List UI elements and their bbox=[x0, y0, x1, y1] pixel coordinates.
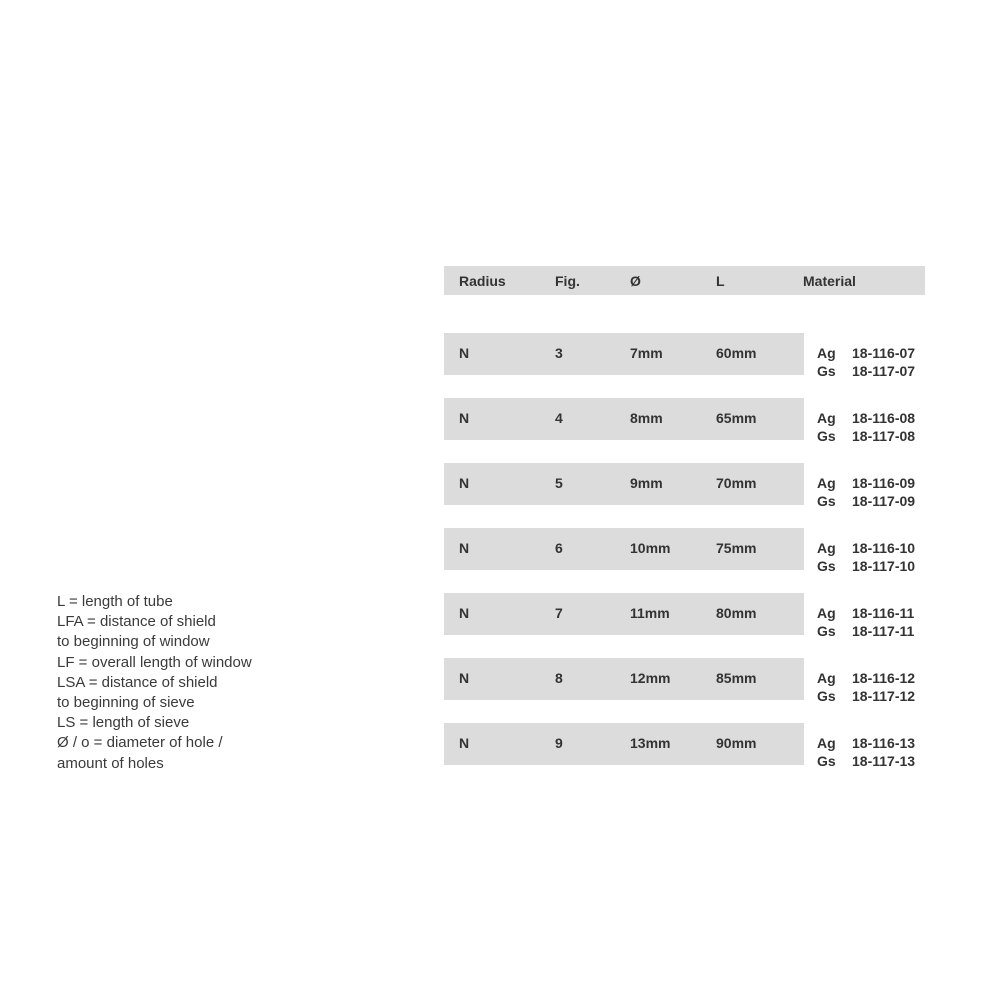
cell-length: 65mm bbox=[716, 410, 757, 426]
article-number: 18-116-09 bbox=[852, 475, 916, 491]
legend-line: to beginning of window bbox=[57, 633, 210, 651]
cell-radius: N bbox=[459, 410, 470, 426]
cell-length: 60mm bbox=[716, 345, 757, 361]
cell-length: 85mm bbox=[716, 670, 757, 686]
cell-fig: 3 bbox=[555, 345, 563, 361]
cell-radius: N bbox=[459, 735, 470, 751]
material-code: Ag bbox=[817, 670, 836, 686]
legend-line: L = length of tube bbox=[57, 593, 173, 610]
material-code: Ag bbox=[817, 735, 836, 751]
cell-diameter: 12mm bbox=[630, 670, 671, 686]
material-code: Gs bbox=[817, 363, 836, 379]
cell-fig: 6 bbox=[555, 540, 563, 556]
legend-line: amount of holes bbox=[57, 754, 164, 772]
cell-fig: 8 bbox=[555, 670, 563, 686]
material-code: Ag bbox=[817, 605, 836, 621]
article-number: 18-116-11 bbox=[852, 605, 915, 621]
material-code: Gs bbox=[817, 428, 836, 444]
article-number: 18-117-07 bbox=[852, 363, 916, 379]
cell-radius: N bbox=[459, 475, 470, 491]
article-number: 18-117-09 bbox=[852, 493, 916, 509]
material-code: Ag bbox=[817, 475, 836, 491]
material-code: Gs bbox=[817, 493, 836, 509]
article-number: 18-117-13 bbox=[852, 753, 916, 769]
cell-diameter: 10mm bbox=[630, 540, 671, 556]
material-code: Gs bbox=[817, 753, 836, 769]
cell-fig: 7 bbox=[555, 605, 563, 621]
table-row bbox=[444, 723, 925, 769]
cell-diameter: 9mm bbox=[630, 475, 663, 491]
header-length: L bbox=[716, 273, 725, 289]
cell-diameter: 11mm bbox=[630, 605, 670, 621]
article-number: 18-116-10 bbox=[852, 540, 916, 556]
article-number: 18-116-07 bbox=[852, 345, 916, 361]
cell-fig: 4 bbox=[555, 410, 563, 426]
header-material: Material bbox=[803, 273, 856, 289]
cell-length: 90mm bbox=[716, 735, 757, 751]
legend-line: LF = overall length of window bbox=[57, 653, 252, 671]
article-number: 18-117-10 bbox=[852, 558, 916, 574]
cell-fig: 9 bbox=[555, 735, 563, 751]
cell-length: 75mm bbox=[716, 540, 757, 556]
table-row bbox=[444, 528, 925, 574]
cell-length: 70mm bbox=[716, 475, 757, 491]
legend-line: LSA = distance of shield bbox=[57, 673, 218, 691]
article-number: 18-116-08 bbox=[852, 410, 916, 426]
table-row bbox=[444, 463, 925, 509]
legend-line: Ø / o = diameter of hole / bbox=[57, 734, 223, 752]
cell-radius: N bbox=[459, 605, 470, 621]
material-code: Ag bbox=[817, 540, 836, 556]
article-number: 18-116-13 bbox=[852, 735, 916, 751]
cell-length: 80mm bbox=[716, 605, 757, 621]
table-row bbox=[444, 658, 925, 704]
article-number: 18-117-11 bbox=[852, 623, 915, 639]
table-row bbox=[444, 593, 925, 639]
cell-radius: N bbox=[459, 540, 470, 556]
legend-line: LFA = distance of shield bbox=[57, 613, 216, 631]
cell-radius: N bbox=[459, 670, 470, 686]
article-number: 18-117-12 bbox=[852, 688, 916, 704]
cell-diameter: 13mm bbox=[630, 735, 671, 751]
cell-diameter: 8mm bbox=[630, 410, 663, 426]
header-radius: Radius bbox=[459, 273, 506, 289]
table-header bbox=[444, 266, 925, 295]
article-number: 18-117-08 bbox=[852, 428, 916, 444]
material-code: Gs bbox=[817, 688, 836, 704]
article-number: 18-116-12 bbox=[852, 670, 916, 686]
table-row bbox=[444, 398, 925, 444]
legend-line: to beginning of sieve bbox=[57, 694, 195, 712]
material-code: Gs bbox=[817, 558, 836, 574]
material-code: Ag bbox=[817, 345, 836, 361]
legend-line: LS = length of sieve bbox=[57, 714, 190, 732]
header-diameter: Ø bbox=[630, 273, 641, 289]
abbreviation-legend bbox=[57, 592, 317, 774]
cell-fig: 5 bbox=[555, 475, 563, 491]
material-code: Gs bbox=[817, 623, 836, 639]
material-code: Ag bbox=[817, 410, 836, 426]
cell-radius: N bbox=[459, 345, 470, 361]
header-fig: Fig. bbox=[555, 273, 580, 289]
cell-diameter: 7mm bbox=[630, 345, 663, 361]
table-row bbox=[444, 333, 925, 379]
